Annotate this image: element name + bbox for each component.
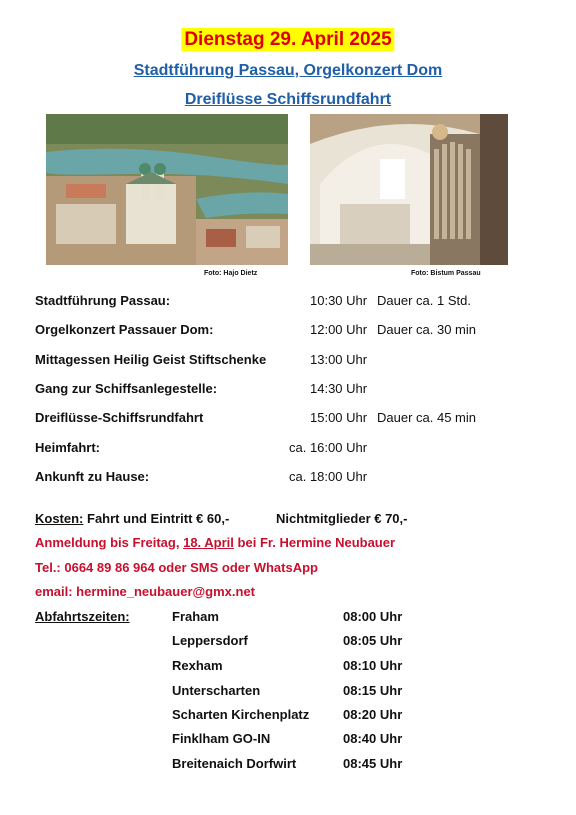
schedule-time-2: 12:00 Uhr: [310, 322, 368, 337]
schedule-duration-5: Dauer ca. 45 min: [377, 410, 476, 425]
registration-date: 18. April: [183, 535, 234, 550]
departure-time: 08:20 Uhr: [343, 707, 403, 722]
registration-suffix: bei Fr. Hermine Neubauer: [237, 535, 396, 550]
photo-passau-aerial: [46, 114, 288, 265]
departure-place: Leppersdorf: [172, 633, 248, 648]
subtitle-boat: Dreiflüsse Schiffsrundfahrt: [184, 91, 392, 108]
departure-place: Fraham: [172, 609, 219, 624]
schedule-duration-1: Dauer ca. 1 Std.: [377, 293, 471, 308]
schedule-label-2: Orgelkonzert Passauer Dom:: [35, 322, 214, 337]
photo-credit-left: Foto: Hajo Dietz: [204, 270, 258, 277]
registration-prefix: Anmeldung bis Freitag,: [35, 535, 180, 550]
registration-email: email: hermine_neubauer@gmx.net: [35, 584, 256, 599]
departure-time: 08:15 Uhr: [343, 683, 403, 698]
departure-time: 08:00 Uhr: [343, 609, 403, 624]
schedule-label-4: Gang zur Schiffsanlegestelle:: [35, 381, 218, 396]
schedule-label-5: Dreiflüsse-Schiffsrundfahrt: [35, 410, 204, 425]
departure-time: 08:40 Uhr: [343, 731, 403, 746]
schedule-label-1: Stadtführung Passau:: [35, 293, 171, 308]
schedule-label-7: Ankunft zu Hause:: [35, 469, 150, 484]
schedule-time-4: 14:30 Uhr: [310, 381, 368, 396]
registration-line: [35, 535, 395, 550]
departure-place: Scharten Kirchenplatz: [172, 707, 310, 722]
schedule-time-7: ca. 18:00 Uhr: [289, 469, 368, 484]
photo-credit-right: Foto: Bistum Passau: [411, 270, 481, 277]
schedule-duration-2: Dauer ca. 30 min: [377, 322, 476, 337]
registration-phone: Tel.: 0664 89 86 964 oder SMS oder WhatsApp: [35, 560, 318, 575]
schedule-label-6: Heimfahrt:: [35, 440, 101, 455]
schedule-time-5: 15:00 Uhr: [310, 410, 368, 425]
costs-nonmembers: Nichtmitglieder € 70,-: [276, 511, 408, 526]
departure-time: 08:10 Uhr: [343, 658, 403, 673]
subtitle-tour: Stadtführung Passau, Orgelkonzert Dom: [133, 62, 443, 79]
page-title: Dienstag 29. April 2025: [181, 28, 394, 51]
departure-place: Breitenaich Dorfwirt: [172, 756, 297, 771]
schedule-time-3: 13:00 Uhr: [310, 352, 368, 367]
costs-label: Kosten:: [35, 511, 84, 526]
schedule-time-6: ca. 16:00 Uhr: [289, 440, 368, 455]
departure-time: 08:05 Uhr: [343, 633, 403, 648]
costs-members: Fahrt und Eintritt € 60,-: [87, 511, 230, 526]
departures-label: Abfahrtszeiten:: [35, 609, 130, 624]
departure-place: Rexham: [172, 658, 223, 673]
schedule-label-3: Mittagessen Heilig Geist Stiftschenke: [35, 352, 267, 367]
departure-place: Finklham GO-IN: [172, 731, 271, 746]
costs-line: [35, 511, 229, 526]
photo-organ: [310, 114, 508, 265]
schedule-time-1: 10:30 Uhr: [310, 293, 368, 308]
departure-place: Unterscharten: [172, 683, 261, 698]
departure-time: 08:45 Uhr: [343, 756, 403, 771]
